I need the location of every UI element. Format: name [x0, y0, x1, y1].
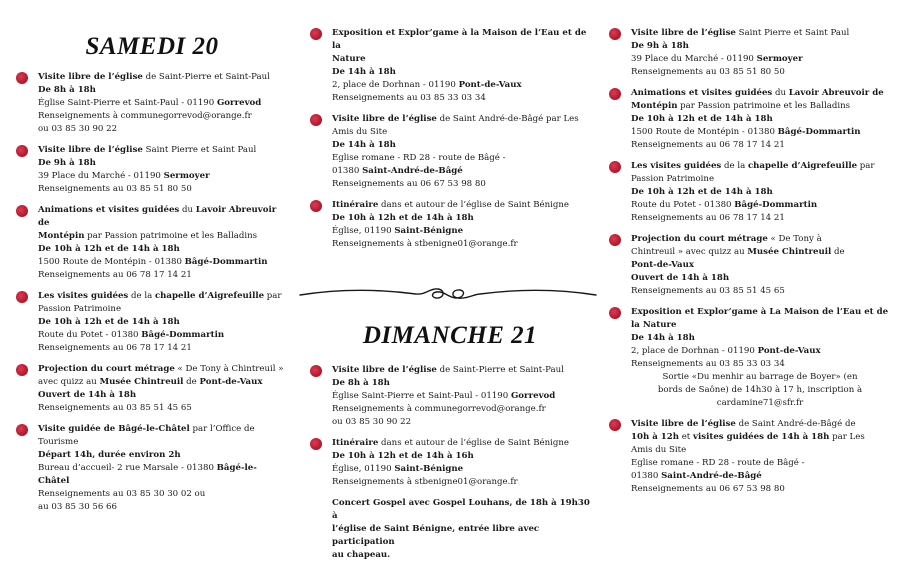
bullet-dot-icon: [310, 438, 322, 450]
event-text: Route du Potet - 01380: [631, 200, 735, 210]
event-line: [631, 371, 889, 384]
event-text: Bâgé-Dommartin: [141, 330, 225, 340]
event-line: [332, 66, 592, 79]
event-line: [332, 92, 592, 105]
event-text: cardamine71@sfr.fr: [716, 398, 804, 408]
event-text: Montépin: [631, 101, 678, 111]
event-text: 1500 Route de Montépin - 01380: [631, 127, 778, 137]
event-text: Musée Chintreuil: [99, 377, 184, 387]
event-line: [38, 269, 290, 282]
event-text: par: [857, 161, 875, 171]
event-text: Saint Pierre et Saint Paul: [735, 28, 850, 38]
event-line: [38, 71, 290, 84]
event-line: [332, 437, 592, 450]
event-text: De 10h à 12h et de 14h à 18h: [631, 114, 773, 124]
event-text: De 10h à 12h et de 14h à 18h: [38, 244, 180, 254]
event-text: de: [183, 377, 200, 387]
event-text: Saint-André-de-Bâgé: [362, 166, 463, 176]
event-line: [38, 183, 290, 196]
event-text: Renseignements au 03 85 30 30 02 ou: [38, 489, 206, 499]
event-text: Renseignements au 03 85 33 03 34: [631, 359, 785, 369]
event-text: « De Tony à: [767, 234, 822, 244]
event-text: Renseignements au 06 78 17 14 21: [631, 140, 785, 150]
event-text: Sermoyer: [163, 171, 210, 181]
event-text: Route du Potet - 01380: [38, 330, 142, 340]
event-line: [38, 84, 290, 97]
event-text: Musée Chintreuil: [747, 247, 832, 257]
event-text: De 9h à 18h: [38, 158, 96, 168]
event-line: [631, 483, 889, 496]
event-text: par l’Office de: [189, 424, 255, 434]
event-text: De 9h à 18h: [631, 41, 689, 51]
event-line: [631, 40, 889, 53]
event-line: [38, 342, 290, 355]
event-text: Visite libre de l’église: [631, 419, 736, 429]
event-line: [631, 345, 889, 358]
event-text: De 8h à 18h: [332, 378, 390, 388]
event-line: [332, 139, 592, 152]
sunday-title: DIMANCHE 21: [362, 322, 538, 349]
event-line: [332, 152, 592, 165]
event-text: 39 Place du Marché - 01190: [38, 171, 164, 181]
concert-line: au chapeau.: [332, 550, 391, 560]
event-line: [332, 450, 592, 463]
event-item: [607, 87, 889, 152]
event-line: [38, 389, 290, 402]
event-text: Église, 01190: [332, 464, 395, 474]
event-line: [631, 246, 889, 259]
event-line: [631, 233, 889, 246]
event-text: Itinéraire: [332, 200, 379, 210]
event-text: de la: [128, 291, 155, 301]
event-text: Projection du court métrage: [38, 364, 175, 374]
event-line: [631, 384, 889, 397]
event-text: Bureau d’accueil- 2 rue Marsale - 01380: [38, 463, 217, 473]
event-text: ou 03 85 30 90 22: [332, 417, 412, 427]
event-text: par Passion patrimoine et les Balladins: [84, 231, 258, 241]
event-line: [38, 123, 290, 136]
event-text: par Les: [829, 432, 865, 442]
column-sunday-continued: [607, 0, 889, 504]
saturday-event-list-continued: [308, 27, 592, 251]
event-line: [631, 126, 889, 139]
event-text: Amis du Site: [332, 127, 388, 137]
event-text: Passion Patrimoine: [38, 304, 122, 314]
bullet-dot-icon: [16, 424, 28, 436]
event-text: de la: [721, 161, 748, 171]
event-text: Eglise romane - RD 28 - route de Bâgé -: [631, 458, 805, 468]
event-item: [14, 71, 290, 136]
event-text: Animations et visites guidées: [631, 88, 773, 98]
event-line: [38, 204, 290, 230]
event-text: Nature: [332, 54, 366, 64]
event-text: 10h à 12h: [631, 432, 679, 442]
event-line: [631, 199, 889, 212]
event-line: [38, 475, 290, 488]
event-item: [14, 290, 290, 355]
event-text: Les visites guidées: [38, 291, 129, 301]
event-text: Visite libre de l’église: [332, 365, 437, 375]
event-text: avec quizz au: [38, 377, 100, 387]
event-item: [607, 27, 889, 79]
event-text: Pont-de-Vaux: [631, 260, 694, 270]
event-line: [631, 285, 889, 298]
event-text: Renseignements à stbenigne01@orange.fr: [332, 477, 518, 487]
event-text: la Nature: [631, 320, 677, 330]
event-text: Renseignements à communegorrevod@orange.fr: [332, 404, 546, 414]
event-line: [631, 259, 889, 272]
event-text: Chintreuil » avec quizz au: [631, 247, 748, 257]
event-text: Eglise romane - RD 28 - route de Bâgé -: [332, 153, 506, 163]
event-text: Pont-de-Vaux: [199, 377, 263, 387]
event-line: [38, 462, 290, 475]
event-text: De 14h à 18h: [332, 67, 396, 77]
event-line: [38, 488, 290, 501]
event-line: [631, 306, 889, 319]
event-text: 2, place de Dorhnan - 01190: [631, 346, 758, 356]
event-text: Église, 01190: [332, 226, 395, 236]
event-text: de Saint-Pierre et Saint-Paul: [142, 72, 270, 82]
bullet-dot-icon: [609, 419, 621, 431]
event-text: Visite libre de l’église: [38, 145, 143, 155]
event-text: Bâgé-le-: [216, 463, 257, 473]
event-text: « De Tony à Chintreuil »: [174, 364, 284, 374]
event-line: [38, 290, 290, 303]
event-line: [38, 423, 290, 436]
event-item: [308, 27, 592, 105]
event-text: Saint-Bénigne: [394, 464, 464, 474]
event-line: [631, 113, 889, 126]
ornamental-divider: [298, 285, 598, 305]
concert-line: Concert Gospel avec Gospel Louhans, de 18h à 19h30 à: [332, 498, 590, 521]
event-line: [631, 139, 889, 152]
event-text: De 8h à 18h: [38, 85, 96, 95]
bullet-dot-icon: [16, 145, 28, 157]
event-line: [38, 144, 290, 157]
event-line: [631, 397, 889, 410]
event-text: Saint-Bénigne: [394, 226, 464, 236]
event-line: [631, 53, 889, 66]
bullet-dot-icon: [609, 28, 621, 40]
event-text: et: [678, 432, 693, 442]
event-line: [332, 113, 592, 126]
event-text: Bâgé-Dommartin: [184, 257, 268, 267]
event-text: Amis du Site: [631, 445, 687, 455]
bullet-dot-icon: [16, 205, 28, 217]
event-line: [631, 87, 889, 100]
event-line: [332, 364, 592, 377]
event-text: 01380: [631, 471, 662, 481]
event-text: Châtel: [38, 476, 70, 486]
event-line: [631, 431, 889, 444]
event-line: [332, 199, 592, 212]
event-text: De 14h à 18h: [631, 333, 695, 343]
bullet-dot-icon: [609, 88, 621, 100]
event-text: Bâgé-Dommartin: [777, 127, 861, 137]
event-line: [332, 463, 592, 476]
event-line: [38, 436, 290, 449]
bullet-dot-icon: [310, 114, 322, 126]
event-text: dans et autour de l’église de Saint Bénigne: [378, 438, 570, 448]
sunday-event-list: [308, 364, 592, 489]
event-text: Projection du court métrage: [631, 234, 768, 244]
bullet-dot-icon: [310, 200, 322, 212]
event-text: par: [264, 291, 282, 301]
event-line: [332, 53, 592, 66]
event-text: Montépin: [38, 231, 85, 241]
event-text: Visite libre de l’église: [631, 28, 736, 38]
event-line: [38, 303, 290, 316]
event-text: Animations et visites guidées: [38, 205, 180, 215]
event-line: [38, 243, 290, 256]
bullet-dot-icon: [609, 234, 621, 246]
event-text: du: [772, 88, 789, 98]
event-text: Gorrevod: [216, 98, 262, 108]
event-text: Tourisme: [38, 437, 79, 447]
event-line: [631, 173, 889, 186]
event-text: Gorrevod: [510, 391, 556, 401]
event-text: Église Saint-Pierre et Saint-Paul - 01190: [332, 391, 511, 401]
event-text: Renseignements au 03 85 51 45 65: [631, 286, 785, 296]
event-text: De 10h à 12h et de 14h à 18h: [631, 187, 773, 197]
event-line: [38, 449, 290, 462]
event-line: [631, 160, 889, 173]
event-line: [631, 27, 889, 40]
saturday-title: SAMEDI 20: [85, 33, 219, 60]
event-item: [607, 306, 889, 410]
event-text: chapelle d’Aigrefeuille: [154, 291, 265, 301]
event-text: Renseignements au 03 85 33 03 34: [332, 93, 486, 103]
event-item: [607, 233, 889, 298]
event-line: [631, 272, 889, 285]
event-line: [332, 165, 592, 178]
event-line: [332, 212, 592, 225]
event-text: Renseignements à communegorrevod@orange.fr: [38, 111, 252, 121]
event-line: [631, 319, 889, 332]
event-text: Saint-André-de-Bâgé: [661, 471, 762, 481]
sunday-event-list-continued: [607, 27, 889, 496]
event-item: [308, 113, 592, 191]
event-text: 39 Place du Marché - 01190: [631, 54, 757, 64]
event-line: [332, 126, 592, 139]
event-text: de Saint André-de-Bâgé de: [735, 419, 856, 429]
event-text: Itinéraire: [332, 438, 379, 448]
event-text: Renseignements au 03 85 51 80 50: [38, 184, 192, 194]
event-line: [38, 376, 290, 389]
event-line: [38, 110, 290, 123]
event-text: Église Saint-Pierre et Saint-Paul - 01190: [38, 98, 217, 108]
event-text: Renseignements au 06 67 53 98 80: [631, 484, 785, 494]
event-text: Saint Pierre et Saint Paul: [142, 145, 257, 155]
event-line: [631, 332, 889, 345]
event-line: [631, 66, 889, 79]
event-text: du: [179, 205, 196, 215]
event-line: [332, 225, 592, 238]
column-saturday: [14, 0, 290, 522]
event-line: [332, 403, 592, 416]
saturday-event-list: [14, 71, 290, 514]
event-line: [38, 157, 290, 170]
event-text: Départ 14h, durée environ 2h: [38, 450, 181, 460]
event-text: De 10h à 12h et de 14h à 18h: [332, 213, 474, 223]
event-text: Ouvert de 14h à 18h: [631, 273, 730, 283]
event-text: Renseignements au 06 78 17 14 21: [38, 270, 192, 280]
event-item: [607, 418, 889, 496]
event-text: Lavoir Abreuvoir de: [38, 205, 277, 228]
event-text: de: [831, 247, 845, 257]
event-line: [631, 457, 889, 470]
event-line: [38, 363, 290, 376]
bullet-dot-icon: [609, 307, 621, 319]
event-line: [332, 390, 592, 403]
event-item: [308, 437, 592, 489]
event-line: [631, 186, 889, 199]
event-text: Ouvert de 14h à 18h: [38, 390, 137, 400]
event-line: [38, 170, 290, 183]
event-line: [332, 79, 592, 92]
event-text: Renseignements au 06 78 17 14 21: [631, 213, 785, 223]
event-text: par Passion patrimoine et les Balladins: [677, 101, 851, 111]
event-line: [38, 230, 290, 243]
event-text: Visite libre de l’église: [332, 114, 437, 124]
bullet-dot-icon: [16, 72, 28, 84]
event-text: Renseignements au 06 78 17 14 21: [38, 343, 192, 353]
event-line: [332, 476, 592, 489]
bullet-dot-icon: [16, 291, 28, 303]
event-text: dans et autour de l’église de Saint Bénigne: [378, 200, 570, 210]
event-line: [38, 402, 290, 415]
bullet-dot-icon: [310, 365, 322, 377]
column-middle: [308, 0, 592, 560]
event-text: bords de Saône) de 14h30 à 17 h, inscription à: [657, 385, 863, 395]
event-text: visites guidées de 14h à 18h: [692, 432, 830, 442]
event-line: [631, 100, 889, 113]
event-text: Bâgé-Dommartin: [734, 200, 818, 210]
event-line: [631, 212, 889, 225]
event-text: Pont-de-Vaux: [757, 346, 821, 356]
bullet-dot-icon: [310, 28, 322, 40]
event-text: Les visites guidées: [631, 161, 722, 171]
event-line: [631, 470, 889, 483]
concert-announcement: [308, 497, 592, 562]
event-text: Visite guidée de Bâgé-le-Châtel: [38, 424, 190, 434]
event-text: de Saint André-de-Bâgé par Les: [436, 114, 579, 124]
event-text: au 03 85 30 56 66: [38, 502, 117, 512]
event-line: [631, 358, 889, 371]
event-text: De 10h à 12h et de 14h à 16h: [332, 451, 474, 461]
event-text: Lavoir Abreuvoir de: [788, 88, 884, 98]
event-text: Exposition et Explor’game à La Maison de l’Eau et de: [631, 307, 889, 317]
event-text: de Saint-Pierre et Saint-Paul: [436, 365, 564, 375]
event-line: [332, 238, 592, 251]
event-text: chapelle d’Aigrefeuille: [747, 161, 858, 171]
event-text: Renseignements à stbenigne01@orange.fr: [332, 239, 518, 249]
event-line: [38, 97, 290, 110]
event-line: [38, 256, 290, 269]
event-text: De 14h à 18h: [332, 140, 396, 150]
event-line: [332, 27, 592, 53]
event-item: [14, 144, 290, 196]
event-line: [631, 444, 889, 457]
event-line: [332, 178, 592, 191]
event-item: [308, 364, 592, 429]
event-item: [14, 204, 290, 282]
event-text: Sermoyer: [756, 54, 803, 64]
bullet-dot-icon: [16, 364, 28, 376]
concert-line: l’église de Saint Bénigne, entrée libre avec participation: [332, 524, 540, 547]
event-text: Passion Patrimoine: [631, 174, 715, 184]
event-item: [14, 423, 290, 514]
event-text: De 10h à 12h et de 14h à 18h: [38, 317, 180, 327]
event-text: Visite libre de l’église: [38, 72, 143, 82]
event-line: [38, 501, 290, 514]
event-text: Sortie «Du menhir au barrage de Boyer» (en: [662, 372, 858, 382]
event-text: 1500 Route de Montépin - 01380: [38, 257, 185, 267]
event-text: 2, place de Dorhnan - 01190: [332, 80, 459, 90]
event-text: 01380: [332, 166, 363, 176]
event-line: [38, 329, 290, 342]
event-item: [607, 160, 889, 225]
event-text: Renseignements au 03 85 51 45 65: [38, 403, 192, 413]
event-text: Pont-de-Vaux: [458, 80, 522, 90]
event-line: [631, 418, 889, 431]
event-text: Renseignements au 03 85 51 80 50: [631, 67, 785, 77]
event-line: [332, 416, 592, 429]
event-text: Renseignements au 06 67 53 98 80: [332, 179, 486, 189]
bullet-dot-icon: [609, 161, 621, 173]
event-item: [14, 363, 290, 415]
event-item: [308, 199, 592, 251]
event-text: Exposition et Explor’game à la Maison de l’Eau et de la: [332, 28, 587, 51]
event-text: ou 03 85 30 90 22: [38, 124, 118, 134]
event-line: [38, 316, 290, 329]
event-line: [332, 377, 592, 390]
